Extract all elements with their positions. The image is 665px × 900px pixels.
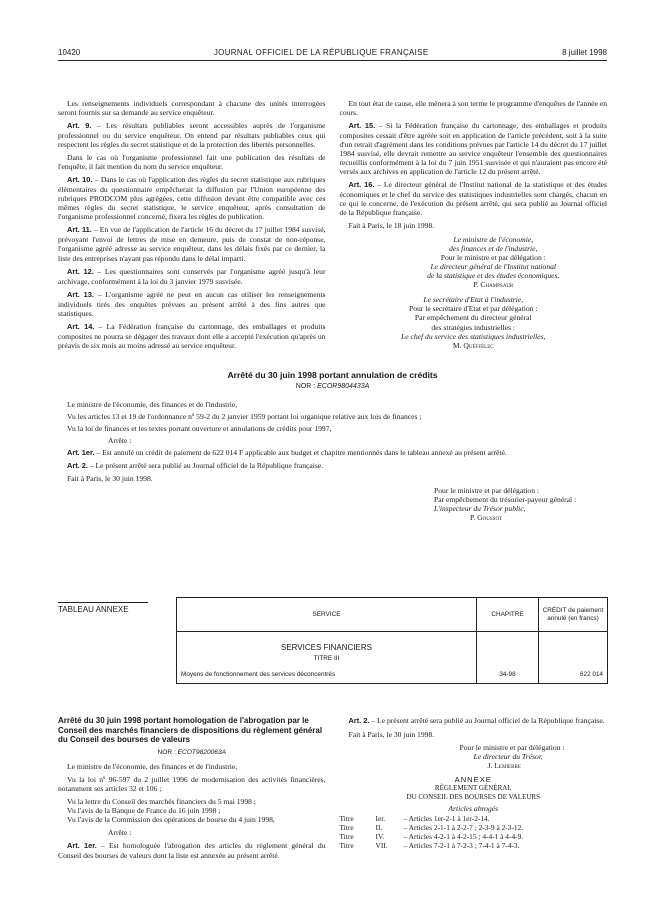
signatory-name: M. Quéffélec <box>452 340 494 350</box>
signatory-name: J. Lemierre <box>487 761 521 771</box>
right-column <box>340 99 608 354</box>
decree-title: Arrêté du 30 juin 1998 portant annulation de crédits <box>227 369 438 380</box>
nor-reference: NOR : ECOT9820063A <box>157 748 227 756</box>
left-column <box>58 99 326 354</box>
column-header-credit: CRÉDIT de paiement annulé (en francs) <box>539 598 608 632</box>
row-label: Moyens de fonctionnement des services déconcentrés <box>181 671 336 679</box>
article-2: Art. 2. – Le présent arrêté sera publié au Journal officiel de la République française. <box>348 716 605 725</box>
article-12: Art. 12. – Les questionnaires sont conservés par l'organisme agréé jusqu'à leur archivage, conformément à la loi du 3 janvier 1979 susvisée. <box>58 266 326 286</box>
decree1-columns <box>58 99 607 354</box>
article-9: Art. 9. – Les résultats publiables seront accessibles auprès de l'organisme professionnel ou du service enquêteur. On entend par résultats publiables ceux qui respectent les règles du secret statistique et de la protection des libertés personnelles. <box>58 120 326 149</box>
left-column: Arrêté du 30 juin 1998 portant homologation de l'abrogation par le Conseil des marchés financiers de dispositions du règlement général du Conseil des bourses de valeurs NOR : ECOT9820063A Le ministre de l'économie, des finances et de l'industrie, Vu la loi nº 96-597 du 2 juillet 1996 de modernisation des activités financières, notamment ses articles 32 et 106 ; Vu la lettre du Conseil des marchés financiers du 5 mai 1998 ; Vu l'avis de la Banque de France du 16 juin 1998 ; Vu l'avis de la Commission des opérations de bourse du 4 juin 1998, Arrête : Art. 1er. – Est homologuée l'abrogation des articles du règlement général du Conseil des bourses de valeurs dont la liste est annexée au présent arrêté. <box>58 716 326 861</box>
list-item: Titre II. – Articles 2-1-1 à 2-2-7 ; 2-3-9 à 2-3-12. <box>339 823 524 833</box>
article-2: Art. 2. – Le présent arrêté sera publié au Journal officiel de la République française. <box>67 460 324 470</box>
right-column: Art. 2. – Le présent arrêté sera publié au Journal officiel de la République française. Fait à Paris, le 30 juin 1998. Pour le ministre et par délégation : Le directeur du Trésor, J. Lemierre ANNEXE RÈGLEMENT GÉNÉRAL DU CONSEIL DES BOURSES DE VALEURS Articles abrogés Titre Ier. – Articles 1er-2-1 à 1er-2-14. Titre II. – Articles 2-1-1 à 2-2-7 ; 2-3-9 à 2-3-12. Titre IV. – Articles 4-2-1 à 4-2-15 ; 4-4-1 à 4-4-9. Titre VII. – Articles 7-2-1 à 7-2-3 ; 7-4-1 à 7-4-3. <box>340 716 608 864</box>
article-14: Art. 14. – La Fédération française du cartonnage, des emballages et produits composites ne pourra se dégager des travaux dont elle a accepté l'exécution qu'après un préavis de six mois au moins adressé au service enquêteur. <box>58 321 326 350</box>
chapitre-cell: 34-98 <box>477 632 539 684</box>
annex-heading: ANNEXE <box>454 775 492 785</box>
article-1: Art. 1er. – Est homologuée l'abrogation des articles du règlement général du Conseil des bourses de valeurs dont la liste est annexée au présent arrêté. <box>58 841 326 861</box>
decree2-body: Le ministre de l'économie, des finances et de l'industrie, Vu les articles 13 et 19 de l'ordonnance nº 59-2 du 2 janvier 1959 portant loi organique relative aux lois de finances ; Vu la loi de finances et les textes portant ouverture et annulations de crédits pour 1997, Arrête : Art. 1er. – Est annulé un crédit de paiement de 622 014 F applicable aux budget et chapitre mentionnés dans le tableau annexé au présent arrêté. Art. 2. – Le présent arrêté sera publié au Journal officiel de la République française. Fait à Paris, le 30 juin 1998. Pour le ministre et par délégation : Par empêchement du trésorier-payeur général : L'inspecteur du Trésor public, P. Goussot <box>58 400 607 523</box>
service-title: SERVICES FINANCIERS <box>281 643 372 653</box>
article-1: Art. 1er. – Est annulé un crédit de paiement de 622 014 F applicable aux budget et chapitre mentionnés dans le tableau annexé au présent arrêté. <box>67 447 507 457</box>
paragraph: Les renseignements individuels correspondant à chacune des unités interrogées seront fournis sur sa demande au service enquêteur. <box>58 98 326 117</box>
column-header-chapitre: CHAPITRE <box>477 598 539 632</box>
list-item: Titre VII. – Articles 7-2-1 à 7-2-3 ; 7-4-1 à 7-4-3. <box>339 840 520 850</box>
signature-block-2: Le secrétaire d'Etat à l'industrie, Pour le secrétaire d'Etat et par délégation : Par empêchement du directeur général des stratégies industrielles : Le chef du service des statistiques industrielles, M. Quéffélec <box>340 295 608 350</box>
credit-cell: 622 014 <box>539 632 608 684</box>
article-11: Art. 11. – En vue de l'application de l'article 16 du décret du 17 juillet 1984 susvisé, prévoyant l'envoi de lettres de mise en demeure, puis de constat de non-réponse, l'organisme agréé adresse au service enquêteur, dans les délais fixés par ce dernier, la liste des entreprises n'ayant pas répondu dans le délai imparti. <box>58 225 326 263</box>
titre-label: TITRE III <box>313 654 340 662</box>
decree3-columns <box>58 716 607 864</box>
annex-table <box>176 597 608 684</box>
article-10: Art. 10. – Dans le cas où l'application des règles du secret statistique aux rubriques élémentaires du questionnaire empêcherait la diffusion par l'Union européenne des rubriques PRODCOM plus agrégées, cette diffusion devant être compatible avec ces mêmes règles du secret statistique, le service enquêteur, après consultation de l'organisme professionnel concerné, fixera les règles de publication. <box>58 175 326 222</box>
article-13: Art. 13. – L'organisme agréé ne peut en aucun cas utiliser les renseignements individuels tirés des enquêtes prévues au présent arrêté à des fins autres que statistiques. <box>58 289 326 318</box>
signature-block: Le ministre de l'économie, des finances et de l'industrie, Pour le ministre et par délégation : Le directeur général de l'Institut national de la statistique et des études économiques, P. Champsaur <box>380 235 608 290</box>
column-header-service: SERVICE <box>177 598 477 632</box>
article-15: Art. 15. – Si la Fédération française du cartonnage, des emballages et produits composites cessait d'être agréée soit en application de l'article précédent, soit à la suite d'un retrait d'agrément dans les conditions prévues par l'article 14 du décret du 17 juillet 1984 susvisé, elle devrait remettre au service enquêteur l'ensemble des questionnaires recueillis conformément à la loi du 7 juin 1951 susvisée et qui n'auraient pas encore été versés aux archives en application de l'article 12 du présent arrêté. <box>339 120 607 177</box>
page-number: 10420 <box>58 48 81 57</box>
signatory-name: P. Champsaur <box>473 280 514 290</box>
paragraph: Dans le cas où l'organisme professionnel fait une publication des résultats de l'enquête, il fait mention du nom du service enquêteur. <box>58 152 326 172</box>
page-header <box>58 48 607 61</box>
signatory-name: P. Goussot <box>470 513 503 523</box>
abrogated-articles-list <box>340 815 608 851</box>
table-row <box>177 632 608 684</box>
nor-reference: NOR : ECOR9804433A <box>295 383 370 391</box>
fait-a-paris: Fait à Paris, le 18 juin 1998. <box>348 221 435 231</box>
list-item: Titre Ier. – Articles 1er-2-1 à 1er-2-14. <box>339 814 490 824</box>
decree-title: Arrêté du 30 juin 1998 portant homologation de l'abrogation par le Conseil des marchés financiers de dispositions du règlement général du Conseil des bourses de valeurs <box>58 716 323 745</box>
annex-label: TABLEAU ANNEXE <box>58 602 148 615</box>
signature-block: Pour le ministre et par délégation : Le directeur du Trésor, J. Lemierre <box>460 743 608 770</box>
paragraph: En tout état de cause, elle mènera à son terme le programme d'enquêtes de l'année en cours. <box>339 98 607 117</box>
journal-title: JOURNAL OFFICIEL DE LA RÉPUBLIQUE FRANÇAISE <box>213 48 429 57</box>
article-16: Art. 16. – Le directeur général de l'Institut national de la statistique et des études économiques et le chef du service des statistiques industrielles sont chargés, chacun en ce qui le concerne, de l'exécution du présent arrêté, qui sera publié au Journal officiel de la République française. <box>339 180 607 218</box>
issue-date: 8 juillet 1998 <box>562 48 607 57</box>
list-item: Titre IV. – Articles 4-2-1 à 4-2-15 ; 4-4-1 à 4-4-9. <box>339 832 524 842</box>
signature-block: Pour le ministre et par délégation : Par empêchement du trésorier-payeur général : L'inspecteur du Trésor public, P. Goussot <box>434 486 607 522</box>
